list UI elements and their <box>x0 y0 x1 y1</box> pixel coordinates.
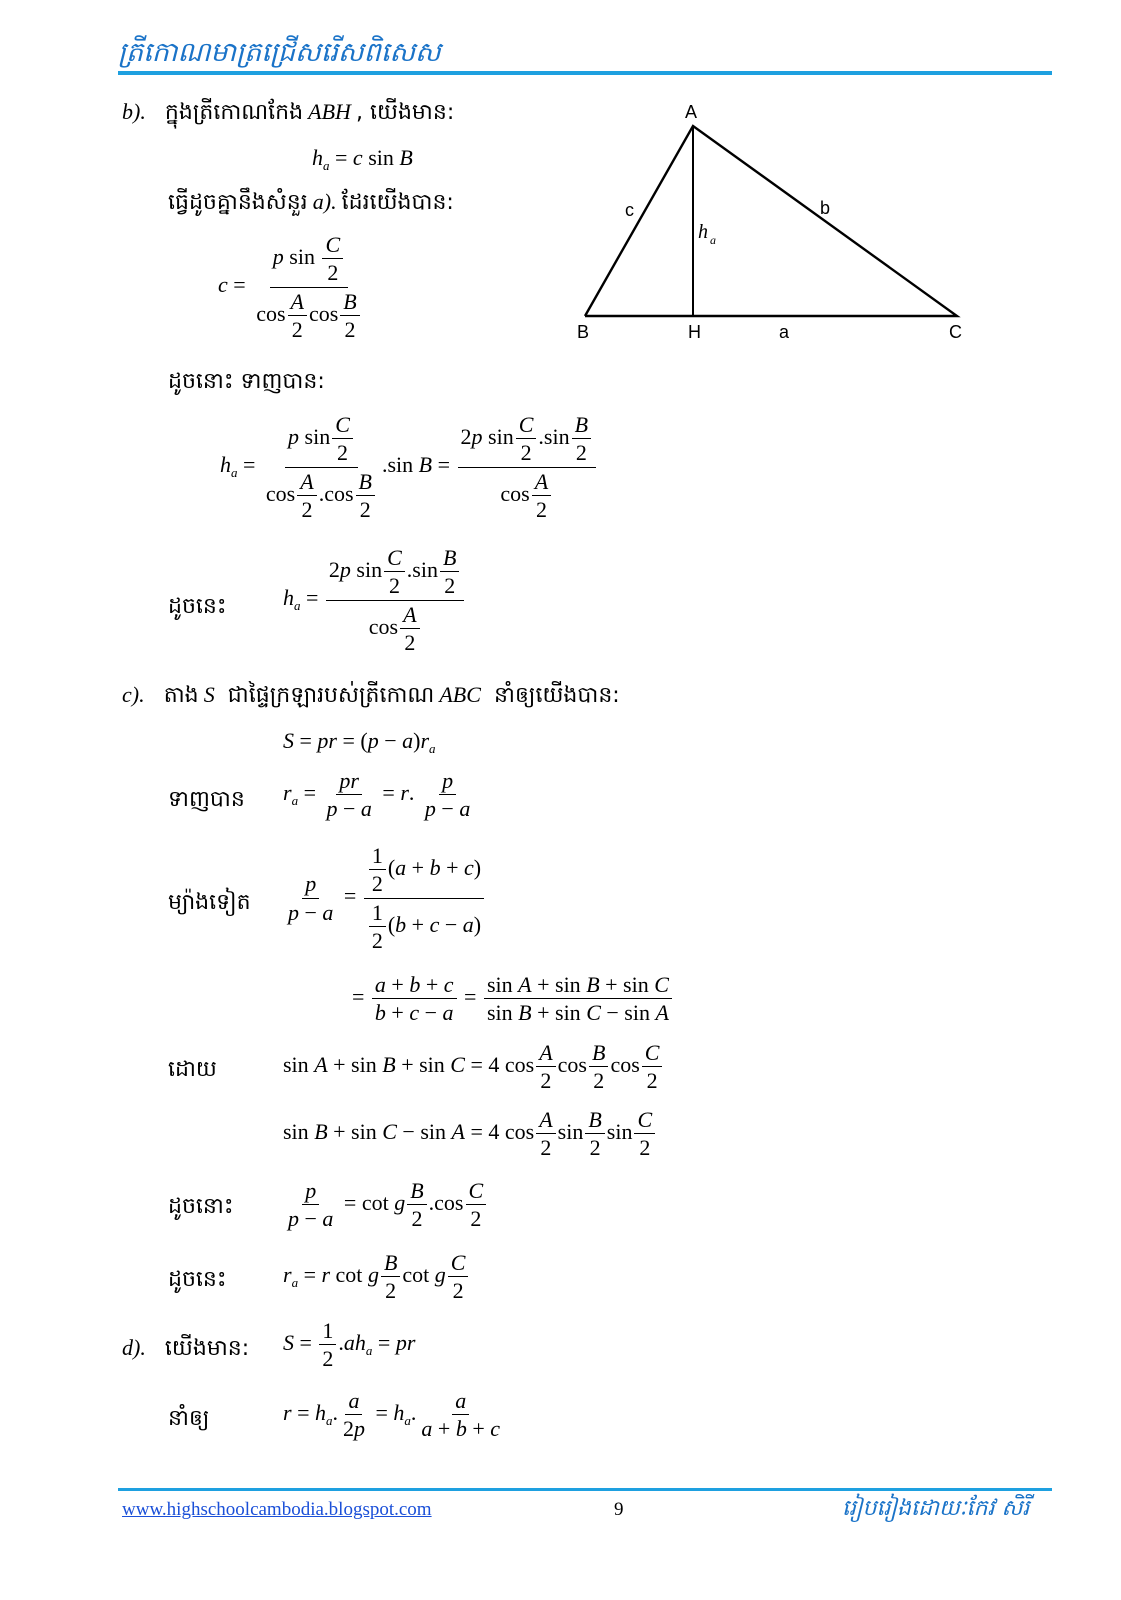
area-s-label: S <box>203 682 215 707</box>
part-d-implies: នាំឲ្យ <box>168 1406 210 1431</box>
vertex-c-label: C <box>949 322 962 342</box>
eq-ha-csinb: $h_a = c$ sin B <box>312 145 413 173</box>
foot-h-label: H <box>688 322 701 342</box>
eq-ra-result: $r_a = r$ cot g $\frac{B}{2}$ cot g $\frac{C}{2}$ <box>283 1250 470 1304</box>
footer-author: រៀបរៀងដោយៈកែវ សិរី <box>842 1496 1030 1521</box>
side-c-label: c <box>625 200 634 220</box>
part-c-intro-text: តាង <box>163 683 199 708</box>
header-rule <box>118 71 1052 75</box>
part-b-intro <box>122 98 454 130</box>
ref-a-label: a). <box>312 189 337 214</box>
side-a-label: a <box>779 322 790 342</box>
eq-cot-cos: $\frac{p}{p - a}$ = cot g $\frac{B}{2}$ .cos $\frac{C}{2}$ <box>283 1178 488 1232</box>
eq-ha-derivation: $h_a$ = p sin $\frac{C}{2}$ cos $\frac{A}{2}$ .cos $\frac{B}{2}$ .sin B = 2p sin $\frac{C}{2}$ .sin $\frac{B}{2}$ cos $\frac{A}{2}$ <box>220 412 598 522</box>
triangle-abh-label: ABH <box>308 99 351 124</box>
part-c-intro-text3: នាំឲ្យយើងបាន: <box>494 683 620 708</box>
part-d-intro-text: យើងមាន: <box>164 1336 250 1361</box>
height-ha-label: h <box>698 221 708 243</box>
part-b-therefore: ដូចនោះ ទាញបាន: <box>168 369 325 394</box>
triangle-figure <box>565 98 985 348</box>
part-b-label: b). <box>122 99 146 124</box>
part-b-intro-text2: , យើងមាន: <box>356 100 455 125</box>
part-b-line2 <box>168 188 454 220</box>
eq-ha-result: $h_a$ = 2p sin $\frac{C}{2}$ .sin $\frac{B}{2}$ cos $\frac{A}{2}$ <box>283 545 466 655</box>
part-b-line2-text: ធ្វើដូចគ្នានឹងសំនួរ <box>168 190 308 215</box>
part-b-line2-text2: ដែរយើងបាន: <box>341 190 454 215</box>
eq-ra: $r_a$ = $\frac{pr}{p - a}$ = r. $\frac{p}{p - a}$ <box>283 768 471 822</box>
eq-diff-sines: sin B + sin C − sin A = 4 cos $\frac{A}{2}$ sin $\frac{B}{2}$ sin $\frac{C}{2}$ <box>283 1107 657 1161</box>
footer-website-link[interactable]: www.highschoolcambodia.blogspot.com <box>122 1499 432 1520</box>
eq-p-over-p-minus-a: $\frac{p}{p - a}$ = $\frac{1}{2}$ (a + b + c) $\frac{1}{2}$ (b + c − a) <box>283 843 486 953</box>
vertex-a-label: A <box>685 102 698 122</box>
eq-sum-sines: sin A + sin B + sin C = 4 cos $\frac{A}{2}$ cos $\frac{B}{2}$ cos $\frac{C}{2}$ <box>283 1040 664 1094</box>
triangle-abc-outline <box>585 126 957 316</box>
vertex-b-label: B <box>577 322 590 342</box>
part-b-intro-text: ក្នុងត្រីកោណកែង <box>164 100 304 125</box>
part-c-therefore: ដូចនោះ <box>168 1194 234 1219</box>
triangle-abc-label: ABC <box>439 682 481 707</box>
part-c-hence: ដូចនេះ <box>168 1267 227 1292</box>
eq-area: S = pr = $(p - a)r_a$ <box>283 728 436 756</box>
part-c-label: c). <box>122 682 145 707</box>
part-c-deduce: ទាញបាន <box>168 787 245 812</box>
part-c-by: ដោយ <box>168 1057 217 1082</box>
part-c-intro <box>122 681 620 713</box>
part-c-other: ម្យ៉ាងទៀត <box>168 890 251 915</box>
height-ha-sub: a <box>710 233 716 247</box>
page-header-title: ត្រីកោណមាត្រជ្រើសរើសពិសេស <box>118 37 441 68</box>
eq-r-result: $r = h_a$. $\frac{a}{2p}$ = $h_a$. $\frac{a}{a + b + c}$ <box>283 1388 501 1442</box>
part-c-intro-text2: ជាផ្ទៃក្រឡារបស់ត្រីកោណ <box>227 683 435 708</box>
eq-c-formula: c = p sin $\frac{C}{2}$ cos $\frac{A}{2}$ cos $\frac{B}{2}$ <box>218 232 367 342</box>
footer-rule <box>118 1488 1052 1491</box>
side-b-label: b <box>820 198 831 218</box>
part-b-hence: ដូចនេះ <box>168 594 227 619</box>
page-number: 9 <box>614 1499 624 1520</box>
part-d-intro <box>122 1334 249 1366</box>
eq-sine-ratio: = $\frac{a + b + c}{b + c - a}$ = $\frac{\text{sin A + sin B + sin C}}{\text{sin B + sin C − sin A}}$ <box>352 972 674 1026</box>
part-d-label: d). <box>122 1335 146 1360</box>
eq-area-inradius: S = $\frac{1}{2}$ $.ah_a$ = pr <box>283 1318 416 1372</box>
